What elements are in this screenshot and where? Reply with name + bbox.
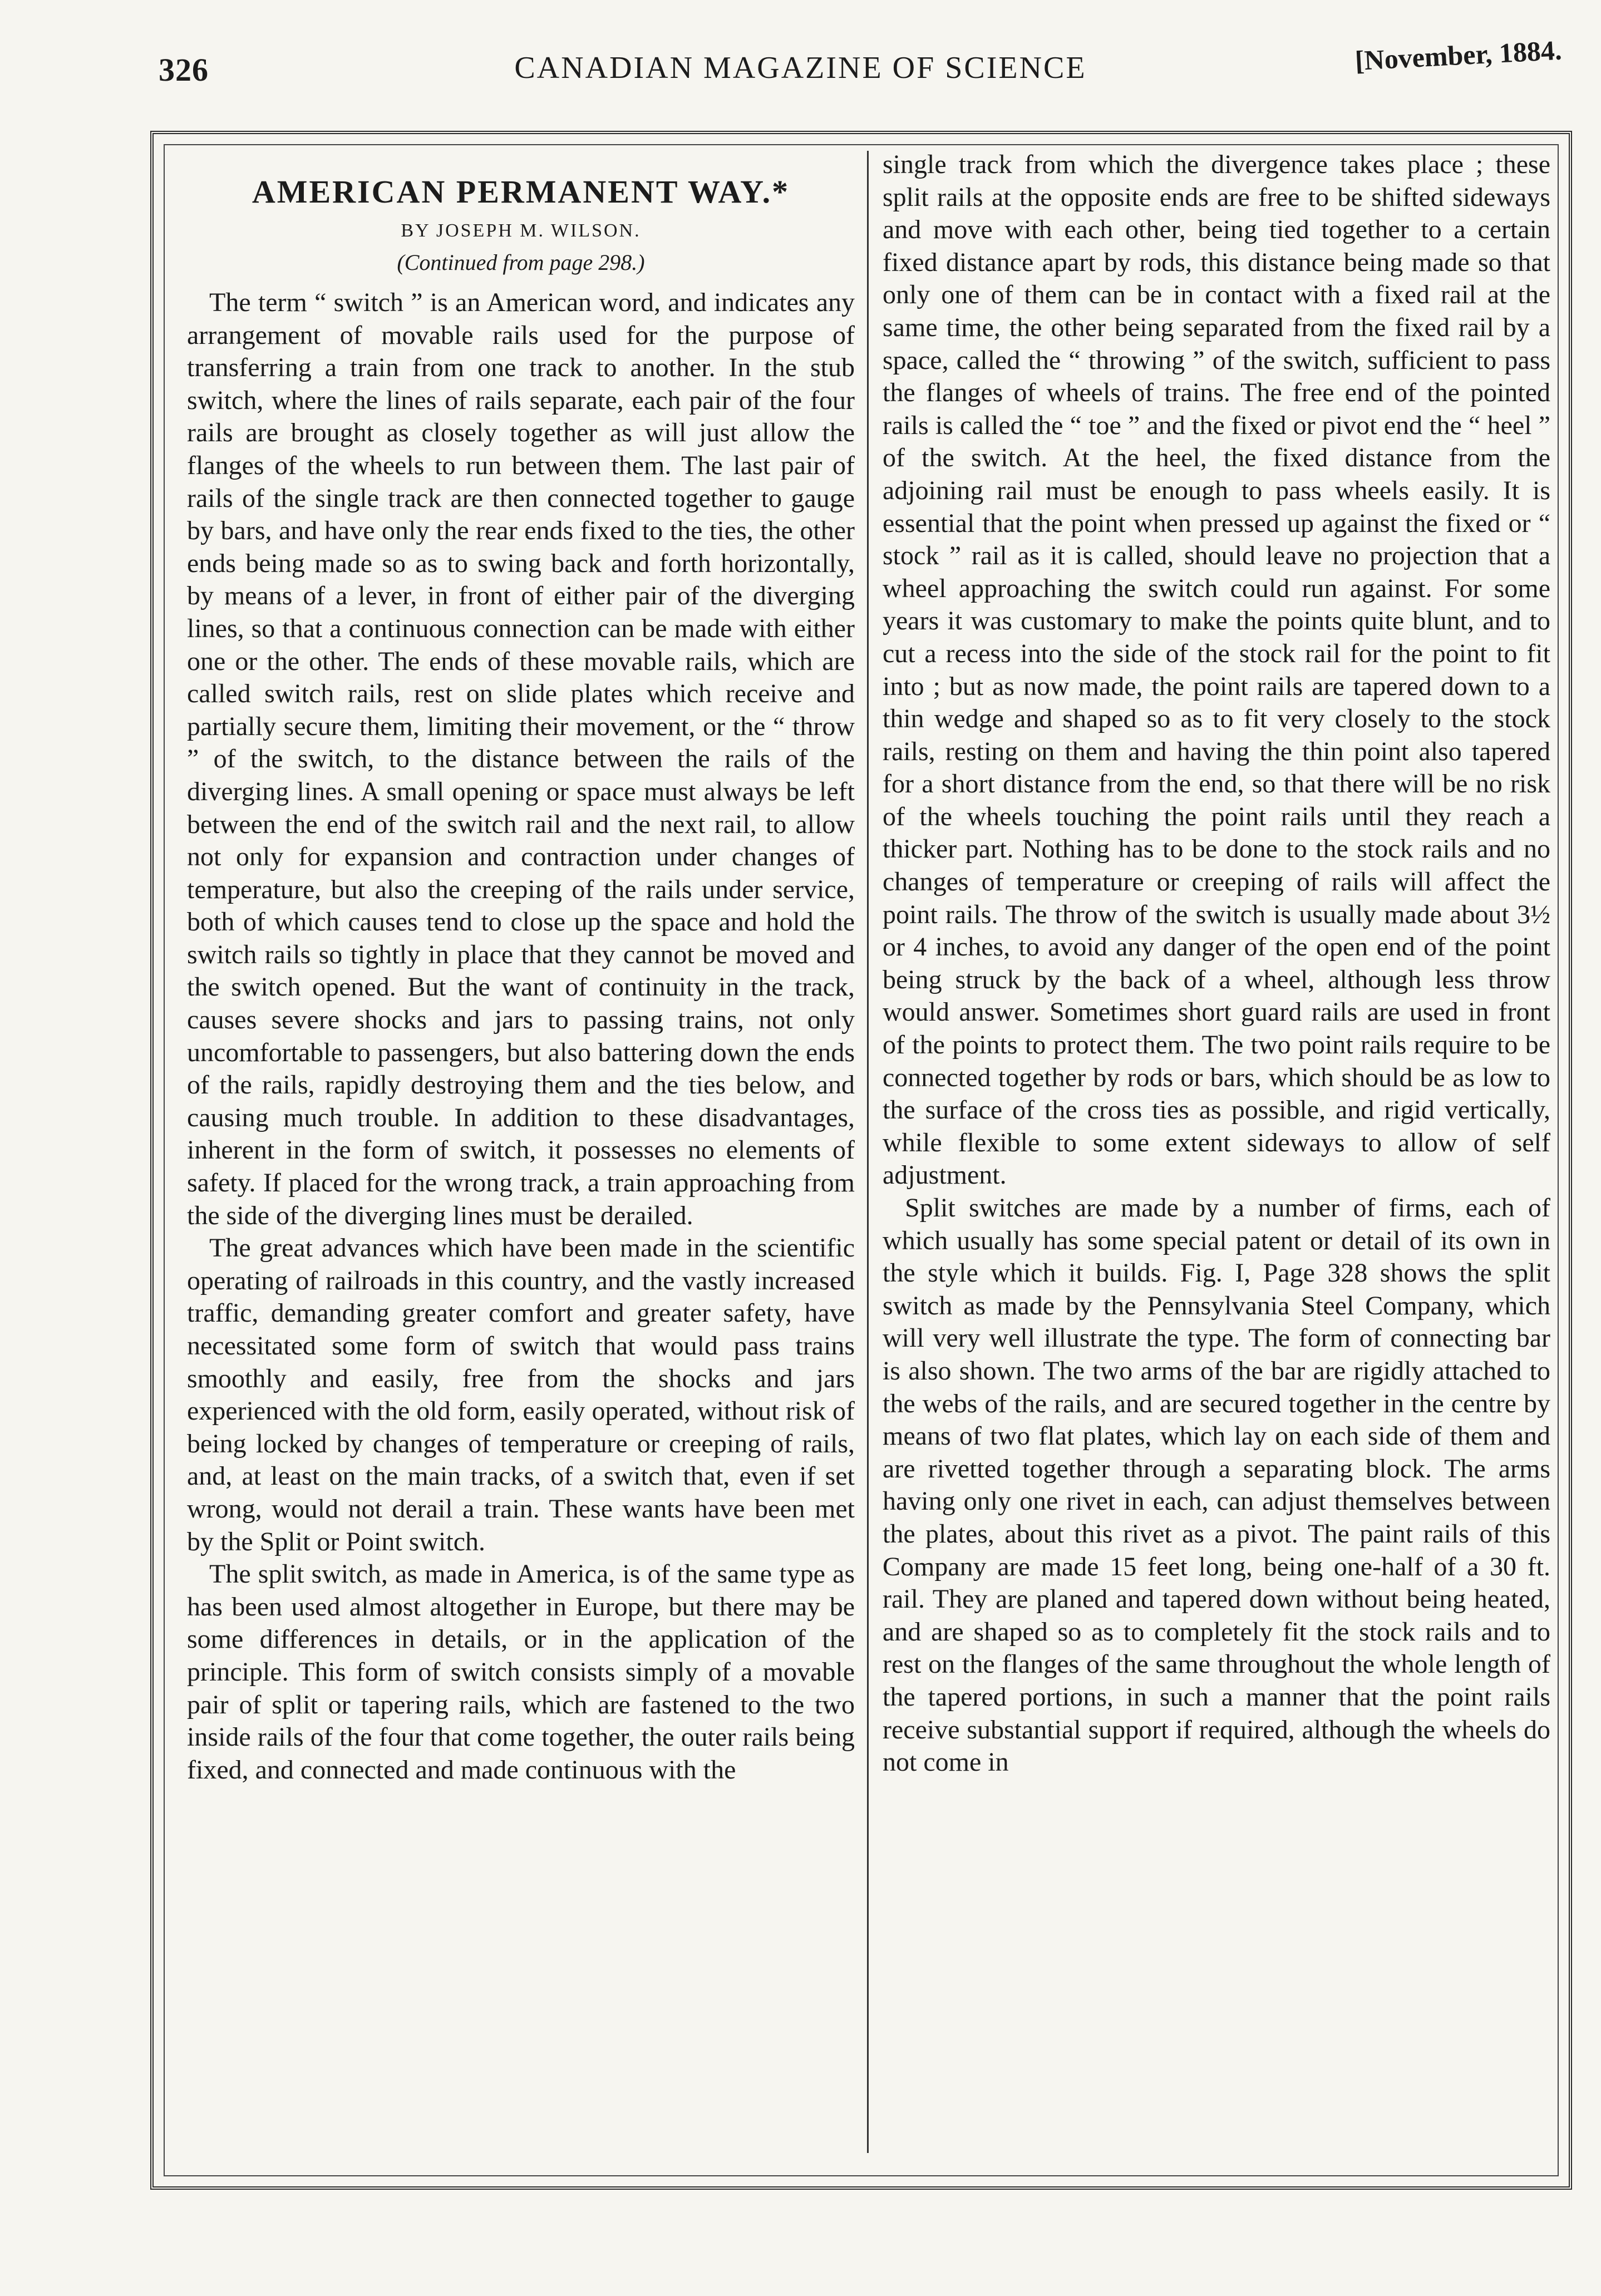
column-divider	[867, 151, 869, 2153]
paragraph: The great advances which have been made in the scientific operating of railroads in this country, and the vastly increased traffic, demanding greater comfort and greater safety, have necessitated some form of switch that would pass trains smoothly and easily, free from the shocks and jars experienced with the old form, easily operated, without risk of being locked by changes of temperature or creeping of rails, and, at least on the main tracks, of a switch that, even if set wrong, would not derail a train. These wants have been met by the Split or Point switch.	[187, 1233, 855, 1556]
paragraph: The term “ switch ” is an American word, and indicates any arrangement of movable rails used for the purpose of transferring a train from one track to another. In the stub switch, where the lines of rails separate, each pair of the four rails are brought as closely together as will just allow the flanges of the wheels to run between them. The last pair of rails of the single track are then connected together to gauge by bars, and have only the rear ends fixed to the ties, the other ends being made so as to swing back and forth horizontally, by means of a lever, in front of either pair of the diverging lines, so that a continuous connection can be made with either one or the other. The ends of these movable rails, which are called switch rails, rest on slide plates which receive and partially secure them, limiting their movement, or the “ throw ” of the switch, to the distance between the rails of the diverging lines. A small opening or space must always be left between the end of the switch rail and the next rail, to allow not only for expansion and contraction under changes of temperature, but also the creeping of the rails under service, both of which causes tend to close up the space and hold the switch rails so tightly in place that they cannot be moved and the switch opened. But the want of continuity in the track, causes severe shocks and jars to passing trains, not only uncomfortable to passengers, but also battering down the ends of the rails, rapidly destroying them and the ties below, and causing much trouble. In addition to these disadvantages, inherent in the form of switch, it possesses no elements of safety. If placed for the wrong track, a train approaching from the side of the diverging lines must be derailed.	[187, 288, 855, 1230]
article-frame-inner	[164, 144, 1559, 2176]
right-column	[883, 145, 1550, 2175]
left-column	[187, 145, 855, 2175]
paragraph: The split switch, as made in America, is of the same type as has been used almost altogether in Europe, but there may be some differences in details, or in the application of the principle. This form of switch consists simply of a movable pair of split or tapering rails, which are fastened to the two inside rails of the four that come together, the outer rails being fixed, and connected and made continuous with the	[187, 1559, 855, 1785]
paragraph: single track from which the divergence takes place ; these split rails at the opposite ends are free to be shifted sideways and move with each other, being tied together to a certain fixed distance apart by rods, this distance being made so that only one of them can be in contact with a fixed rail at the same time, the other being separated from the fixed rail by a space, called the “ throwing ” of the switch, sufficient to pass the flanges of wheels of trains. The free end of the pointed rails is called the “ toe ” and the fixed or pivot end the “ heel ” of the switch. At the heel, the fixed distance from the adjoining rail must be enough to pass wheels easily. It is essential that the point when pressed up against the fixed or “ stock ” rail as it is called, should leave no projection that a wheel approaching the switch could run against. For some years it was customary to make the points quite blunt, and to cut a recess into the side of the stock rail for the point to fit into ; but as now made, the point rails are tapered down to a thin wedge and shaped so as to fit very closely to the stock rails, resting on them and having the thin point also tapered for a short distance from the end, so that there will be no risk of the wheels touching the point rails until they reach a thicker part. Nothing has to be done to the stock rails and no changes of temperature or creeping of rails will affect the point rails. The throw of the switch is usually made about 3½ or 4 inches, to avoid any danger of the open end of the point being struck by the back of a wheel, although less throw would answer. Sometimes short guard rails are used in front of the points to protect them. The two point rails require to be connected together by rods or bars, which should be as low to the surface of the cross ties as possible, and rigid vertically, while flexible to some extent sideways to allow of self adjustment.	[883, 150, 1550, 1190]
page-number: 326	[159, 52, 209, 88]
article-title: AMERICAN PERMANENT WAY.*	[252, 174, 790, 210]
article-byline: BY JOSEPH M. WILSON.	[401, 220, 641, 241]
journal-title: CANADIAN MAGAZINE OF SCIENCE	[514, 51, 1087, 85]
issue-date: [November, 1884.	[1354, 34, 1563, 76]
continued-note: (Continued from page 298.)	[397, 250, 645, 275]
article-frame	[150, 131, 1572, 2190]
paragraph: Split switches are made by a number of firms, each of which usually has some special patent or detail of its own in the style which it builds. Fig. I, Page 328 shows the split switch as made by the Pennsylvania Steel Company, which will very well illustrate the type. The form of connecting bar is also shown. The two arms of the bar are rigidly attached to the webs of the rails, and are secured together in the centre by means of two flat plates, which lay on each side of them and are rivetted together through a separating block. The arms having only one rivet in each, can adjust themselves between the plates, about this rivet as a pivot. The paint rails of this Company are made 15 feet long, being one-half of a 30 ft. rail. They are planed and tapered down without being heated, and are shaped so as to completely fit the stock rails and to rest on the flanges of the same throughout the whole length of the tapered portions, in such a manner that the point rails receive substantial support if required, although the wheels do not come in	[883, 1193, 1550, 1777]
running-head	[0, 34, 1601, 100]
